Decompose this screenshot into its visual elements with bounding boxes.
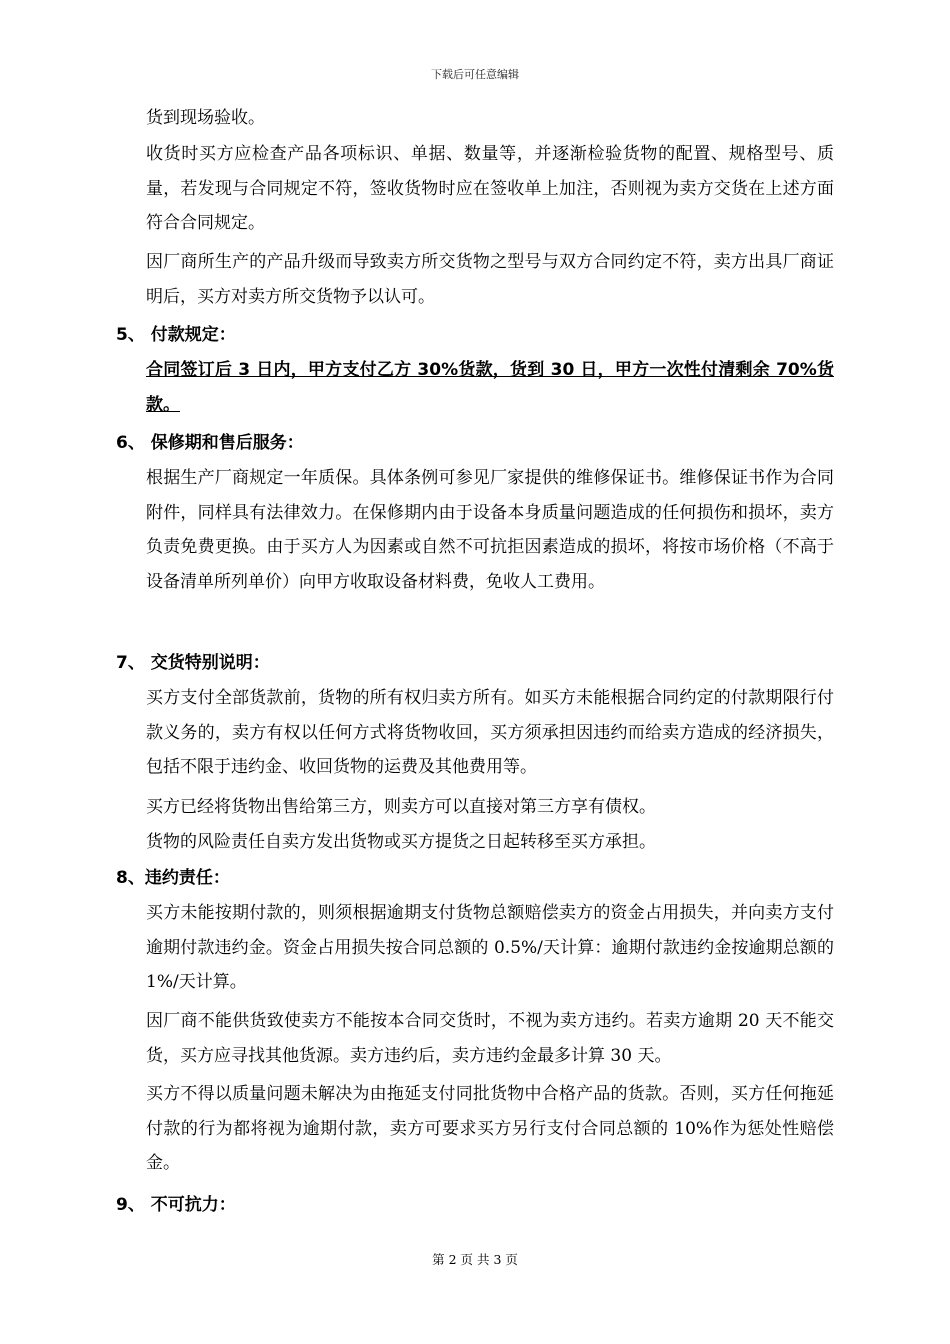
page-footer: 第 2 页 共 3 页: [432, 1252, 518, 1267]
paragraph: 买方已经将货物出售给第三方，则卖方可以直接对第三方享有债权。: [146, 797, 656, 817]
paragraph: 根据生产厂商规定一年质保。具体条例可参见厂家提供的维修保证书。维修保证书作为合同附件，同样具有法律效力。在保修期内由于设备本身质量问题造成的任何损伤和损坏，卖方负责免费更换。由于买方人为因素或自然不可抗拒因素造成的损坏，将按市场价格（不高于设备清单所列单价）向甲方收取设备材料费，免收人工费用。: [146, 468, 834, 592]
paragraph: 因厂商不能供货致使卖方不能按本合同交货时，不视为卖方违约。若卖方逾期 20 天不能交货，买方应寻找其他货源。卖方违约后，卖方违约金最多计算 30 天。: [146, 1011, 834, 1066]
paragraph: 收货时买方应检查产品各项标识、单据、数量等，并逐渐检验货物的配置、规格型号、质量，若发现与合同规定不符，签收货物时应在签收单上加注，否则视为卖方交货在上述方面符合合同规定。: [146, 144, 834, 233]
paragraph: 买方支付全部货款前，货物的所有权归卖方所有。如买方未能根据合同约定的付款期限行付款义务的，卖方有权以任何方式将货物收回，买方须承担因违约而给卖方造成的经济损失，包括不限于违约金、收回货物的运费及其他费用等。: [146, 688, 834, 777]
section-heading-5: 5、 付款规定：: [116, 325, 236, 345]
paragraph: 因厂商所生产的产品升级而导致卖方所交货物之型号与双方合同约定不符，卖方出具厂商证明后，买方对卖方所交货物予以认可。: [146, 252, 834, 307]
section-heading-7: 7、 交货特别说明：: [116, 653, 270, 673]
paragraph: 货物的风险责任自卖方发出货物或买方提货之日起转移至买方承担。: [146, 832, 656, 852]
page-header: 下载后可任意编辑: [431, 68, 519, 81]
paragraph: 买方不得以质量问题未解决为由拖延支付同批货物中合格产品的货款。否则，买方任何拖延付款的行为都将视为逾期付款，卖方可要求买方另行支付合同总额的 10%作为惩处性赔偿金。: [146, 1084, 834, 1173]
section-heading-9: 9、 不可抗力：: [116, 1195, 236, 1215]
paragraph: 货到现场验收。: [146, 108, 265, 128]
payment-terms: 合同签订后 3 日内，甲方支付乙方 30%货款，货到 30 日，甲方一次性付清剩余 70%货款。: [146, 360, 834, 415]
paragraph: 买方未能按期付款的，则须根据逾期支付货物总额赔偿卖方的资金占用损失，并向卖方支付逾期付款违约金。资金占用损失按合同总额的 0.5%/天计算：逾期付款违约金按逾期总额的 1%/天计算。: [146, 903, 834, 992]
section-heading-8: 8、违约责任：: [116, 868, 230, 888]
section-heading-6: 6、 保修期和售后服务：: [116, 433, 304, 453]
